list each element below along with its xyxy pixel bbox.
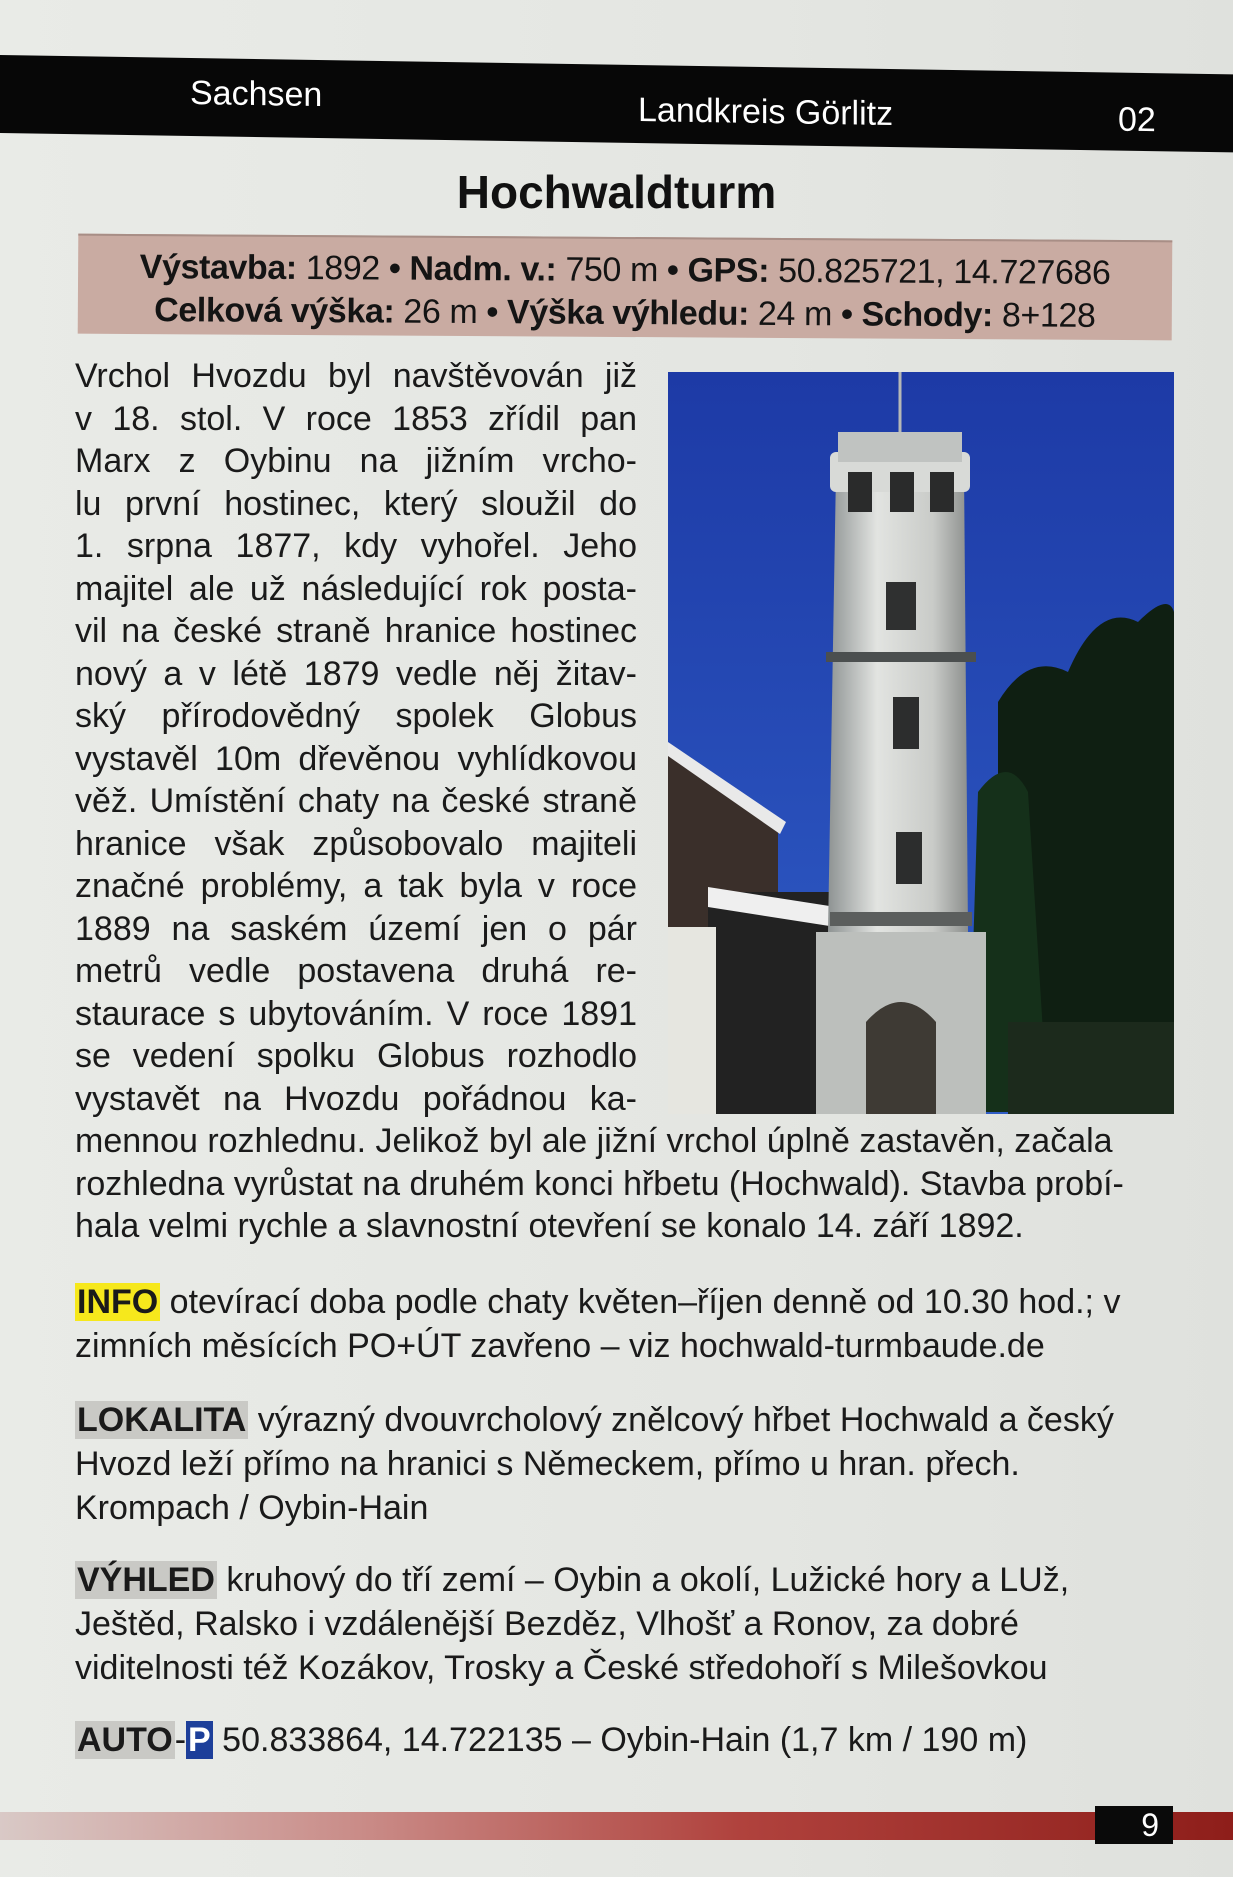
info-section (75, 1280, 1175, 1368)
page-number: 9 (1095, 1806, 1173, 1844)
text-line: značné problémy, a tak byla v roce (75, 867, 637, 905)
text-line: hala velmi rychle a slavnostní otevření se konalo 14. září 1892. (75, 1207, 1024, 1245)
vyhled-section (75, 1558, 1175, 1690)
footer-bar (0, 1812, 1233, 1840)
text-line: ský přírodovědný spolek Globus (75, 697, 637, 735)
view-height-label: Výška výhledu: (506, 293, 750, 333)
auto-text: 50.833864, 14.722135 – Oybin-Hain (1,7 km / 190 m) (212, 1721, 1028, 1759)
gps-label: GPS: (687, 251, 770, 290)
text-line: vil na české straně hranice hostinec (75, 612, 637, 650)
header-district: Landkreis Görlitz (638, 91, 894, 134)
text-line: lu první hostinec, který sloužil do (75, 484, 637, 523)
height-label: Celková výška: (154, 291, 395, 331)
header-region: Sachsen (190, 73, 323, 115)
text-line: Vrchol Hvozdu byl navštěvován již (75, 357, 637, 395)
separator: • (388, 249, 401, 288)
facts-line-1 (78, 248, 1172, 294)
separator: • (666, 251, 679, 290)
gps-value: 50.825721, 14.727686 (778, 251, 1111, 292)
lokalita-tag: LOKALITA (77, 1401, 247, 1439)
text-line: nový a v létě 1879 vedle něj žitav- (75, 654, 637, 693)
description (75, 355, 1175, 1248)
text-line: mennou rozhlednu. Jelikož byl ale jižní vrchol úplně zastavěn, začala (75, 1122, 1113, 1160)
built-label: Výstavba: (139, 248, 297, 287)
description-column (75, 355, 637, 1120)
text-line: Marx z Oybinu na jižním vrcho- (75, 442, 637, 480)
auto-tag: AUTO (77, 1721, 173, 1759)
text-line: 1889 na saském území jen o pár (75, 909, 637, 948)
text-line: majitel ale už následující rok posta- (75, 569, 637, 608)
text-line: metrů vedle postavena druhá re- (75, 952, 637, 990)
text-line: vystavět na Hvozdu pořádnou ka- (75, 1079, 637, 1118)
vyhled-tag: VÝHLED (77, 1561, 215, 1599)
header-bar (0, 55, 1233, 152)
text-line: hranice však způsobovalo majiteli (75, 824, 637, 863)
height-value: 26 m (403, 292, 478, 332)
text-line: 1. srpna 1877, kdy vyhořel. Jeho (75, 527, 637, 565)
parking-icon: P (188, 1721, 211, 1759)
text-line: se vedení spolku Globus rozhodlo (75, 1037, 637, 1075)
altitude-label: Nadm. v.: (409, 249, 557, 289)
text-line: vystavěl 10m dřevěnou vyhlídkovou (75, 739, 637, 778)
info-text: otevírací doba podle chaty květen–říjen denně od 10.30 hod.; v zimních měsících PO+ÚT zavřeno – viz hochwald-turmbaude.de (75, 1283, 1121, 1365)
text-line: v 18. stol. V roce 1853 zřídil pan (75, 399, 637, 438)
vyhled-text: kruhový do tří zemí – Oybin a okolí, Lužické hory a LUž, Ještěd, Ralsko i vzdálenější Bezděz, Vlhošť a Ronov, za dobré viditelnosti též Kozákov, Trosky a České středohoří s Milešovkou (75, 1561, 1070, 1687)
text-line: staurace s ubytováním. V roce 1891 (75, 994, 637, 1033)
facts-line-2 (78, 291, 1172, 337)
text-line: věž. Umístění chaty na české straně (75, 782, 637, 820)
separator: • (486, 293, 499, 332)
stairs-label: Schody: (861, 295, 994, 335)
separator: • (840, 295, 853, 334)
built-value: 1892 (305, 249, 380, 288)
facts-box (78, 234, 1173, 341)
lokalita-text: výrazný dvouvrcholový znělcový hřbet Hochwald a český Hvozd leží přímo na hranici s Německem, přímo u hran. přech. Krompach / Oybin-Hain (75, 1401, 1114, 1527)
auto-dash: - (174, 1721, 187, 1759)
page-title: Hochwaldturm (456, 166, 777, 218)
text-line: rozhledna vyrůstat na druhém konci hřbetu (Hochwald). Stavba probí- (75, 1164, 1124, 1203)
info-tag: INFO (77, 1283, 159, 1321)
auto-section (75, 1718, 1175, 1762)
stairs-value: 8+128 (1001, 296, 1096, 335)
view-height-value: 24 m (757, 294, 833, 334)
header-number: 02 (1118, 100, 1156, 140)
altitude-value: 750 m (565, 250, 659, 290)
lokalita-section (75, 1398, 1175, 1530)
